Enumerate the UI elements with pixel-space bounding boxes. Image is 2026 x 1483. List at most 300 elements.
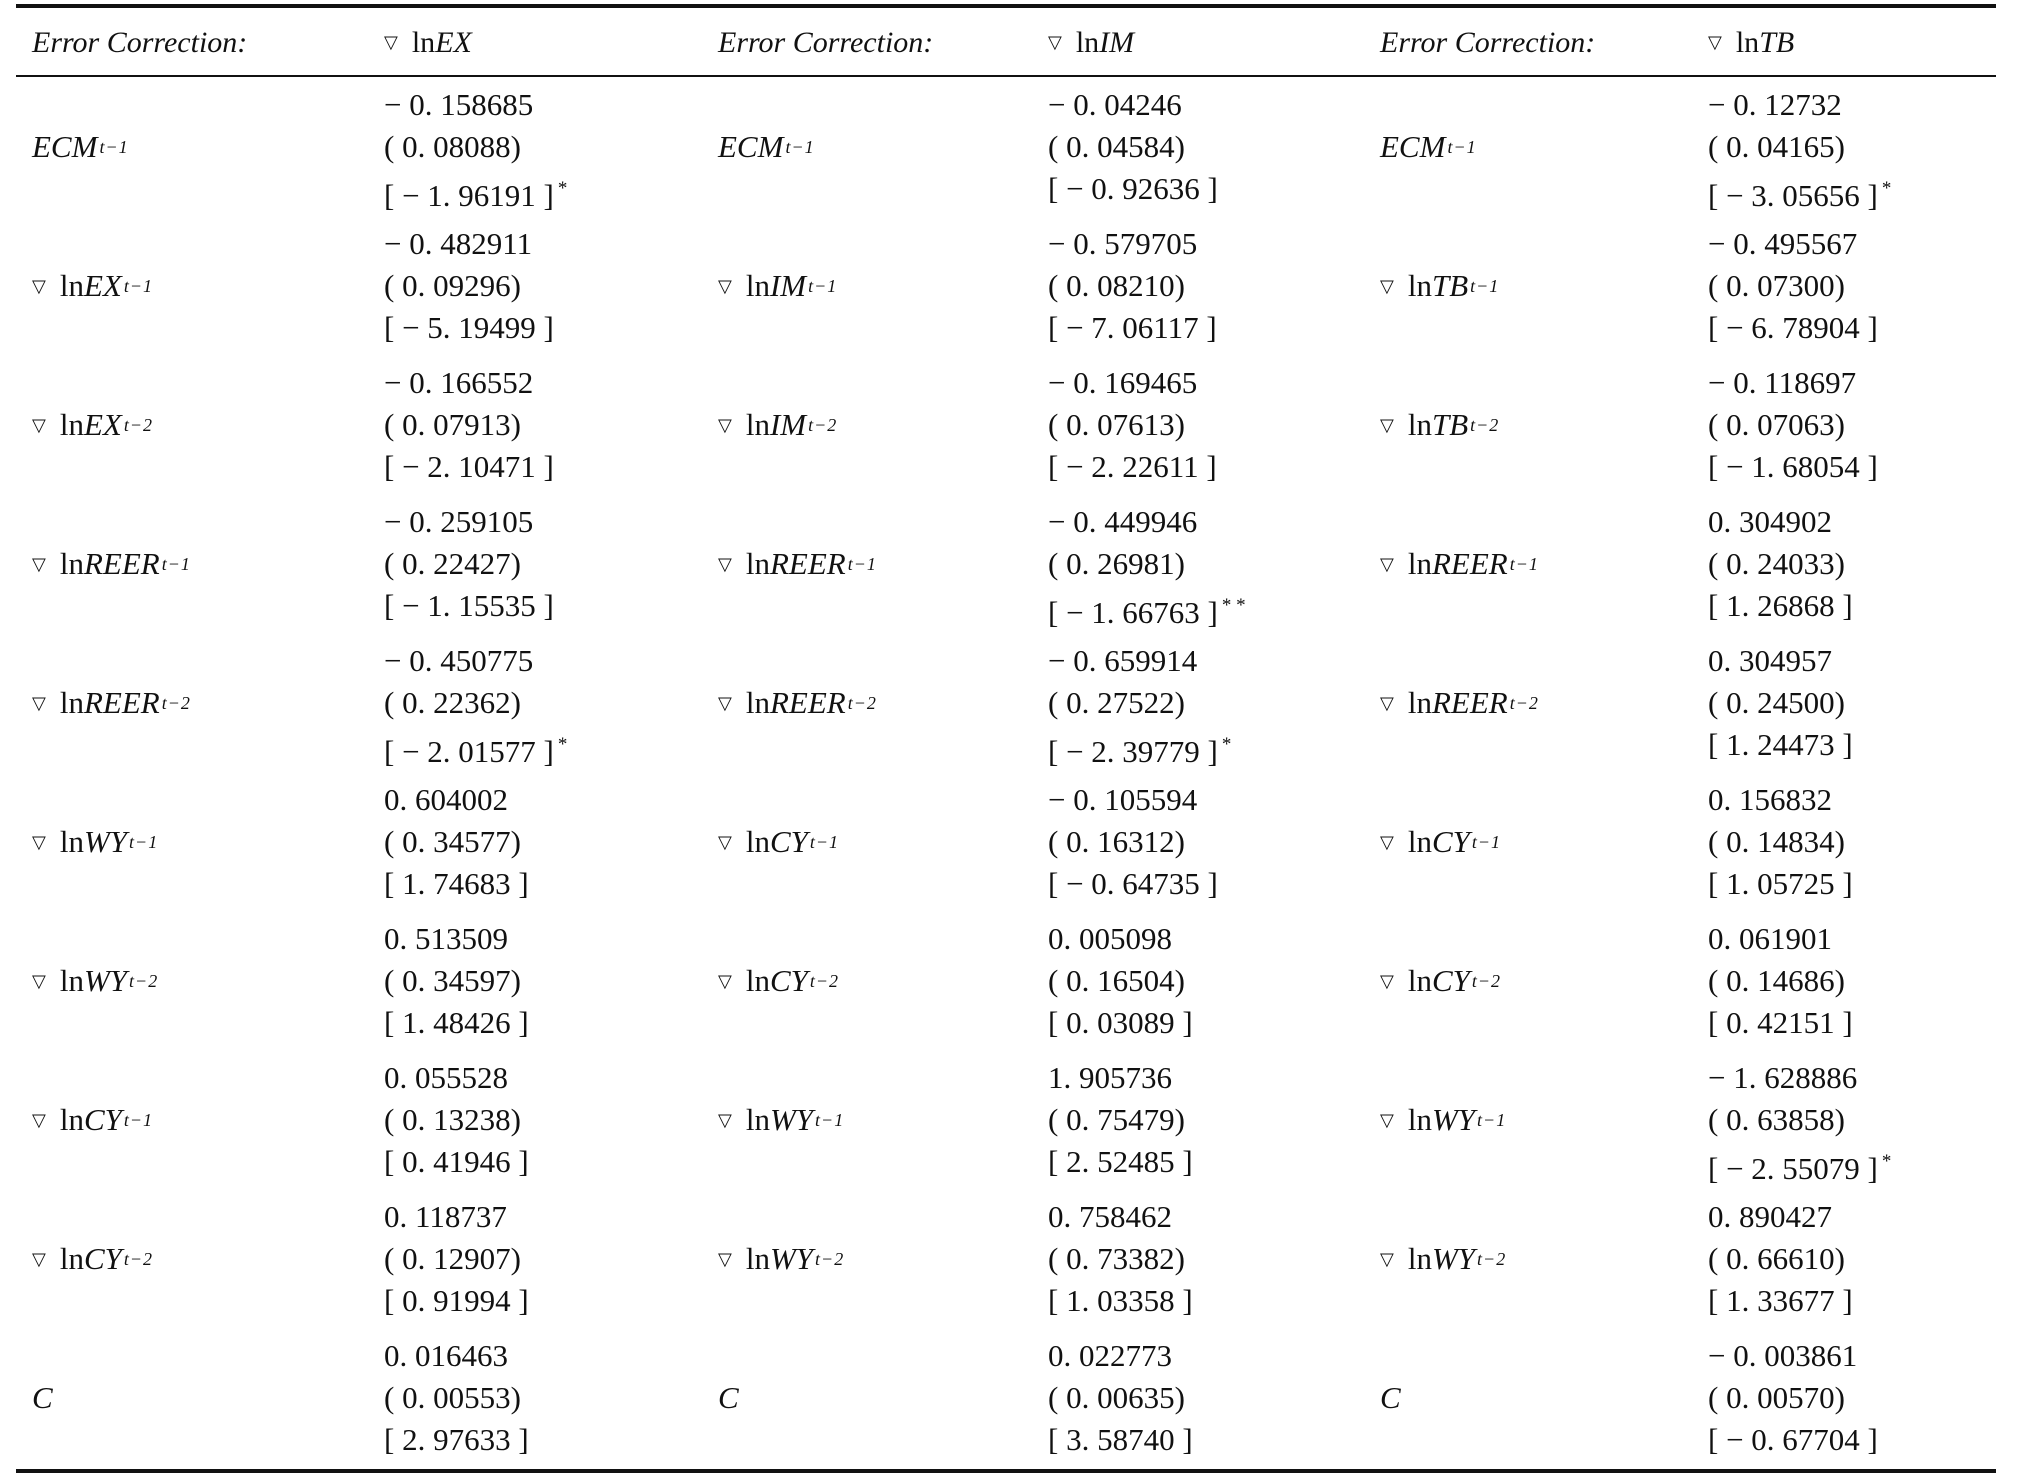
- standard-error: ( 0. 16312): [1048, 824, 1185, 859]
- t-value: [ − 2. 55079 ]: [1708, 1151, 1878, 1186]
- table-row: [16, 918, 1996, 1057]
- t-statistic: [384, 863, 529, 905]
- t-statistic: [1708, 1419, 1878, 1461]
- standard-error: ( 0. 07913): [384, 407, 521, 442]
- estimate-cell-right: [1708, 223, 1878, 349]
- variable-label-middle: [718, 1335, 739, 1461]
- header-right-dep-text: lnTB: [1735, 26, 1795, 59]
- t-statistic: [384, 1002, 529, 1044]
- standard-error: ( 0. 16504): [1048, 963, 1185, 998]
- delta-icon: ▽: [384, 32, 398, 53]
- estimate-cell-left: [384, 1057, 529, 1183]
- t-statistic: [1708, 863, 1853, 905]
- variable-name: WY: [769, 1102, 814, 1137]
- t-value: [ − 2. 22611 ]: [1048, 449, 1217, 484]
- variable-name: IM: [769, 268, 807, 303]
- table-row: [16, 362, 1996, 501]
- variable-log: ln: [745, 685, 770, 720]
- variable-label-left: [32, 223, 153, 349]
- table-header: [16, 18, 1996, 68]
- variable-lag: t−2: [161, 692, 191, 713]
- standard-error: ( 0. 24033): [1708, 546, 1845, 581]
- header-rule: [16, 75, 1996, 77]
- variable-label-right: [1380, 918, 1501, 1044]
- delta-icon: ▽: [1708, 32, 1722, 53]
- coefficient: 0. 156832: [1708, 782, 1832, 817]
- delta-icon: ▽: [32, 414, 46, 436]
- coefficient: − 0. 105594: [1048, 782, 1198, 817]
- variable-lag: t−2: [809, 970, 840, 991]
- coefficient: − 0. 003861: [1708, 1338, 1858, 1373]
- estimate-cell-right: [1708, 1057, 1892, 1186]
- standard-error: ( 0. 66610): [1708, 1241, 1845, 1276]
- t-value: [ 2. 52485 ]: [1048, 1144, 1193, 1179]
- variable-label-middle: [718, 501, 877, 627]
- t-value: [ − 6. 78904 ]: [1708, 310, 1878, 345]
- estimate-cell-middle: [1048, 1335, 1193, 1461]
- variable-log: ln: [59, 268, 84, 303]
- significance-marker: *: [1221, 734, 1232, 755]
- coefficient: − 0. 166552: [384, 365, 534, 400]
- variable-log: ln: [1407, 407, 1432, 442]
- delta-icon: ▽: [32, 553, 46, 575]
- variable-lag: t−1: [129, 831, 159, 852]
- variable-name: REER: [83, 546, 160, 581]
- standard-error: ( 0. 14834): [1708, 824, 1845, 859]
- t-statistic: [1708, 446, 1878, 488]
- significance-marker: *: [1881, 1151, 1892, 1172]
- standard-error: ( 0. 04165): [1708, 129, 1845, 164]
- t-statistic: [1708, 1141, 1892, 1186]
- variable-log: ln: [59, 685, 84, 720]
- table-row: [16, 501, 1996, 640]
- variable-name: WY: [1431, 1102, 1476, 1137]
- top-rule: [16, 4, 1996, 8]
- coefficient: − 0. 659914: [1048, 643, 1198, 678]
- standard-error: ( 0. 22362): [384, 685, 521, 720]
- t-statistic: [1048, 863, 1218, 905]
- variable-label-right: [1380, 362, 1499, 488]
- variable-log: ln: [1407, 1241, 1432, 1276]
- t-value: [ 3. 58740 ]: [1048, 1422, 1193, 1457]
- estimate-cell-left: [384, 501, 554, 627]
- t-value: [ 2. 97633 ]: [384, 1422, 529, 1457]
- table-row: [16, 1057, 1996, 1196]
- standard-error: ( 0. 08210): [1048, 268, 1185, 303]
- delta-icon: ▽: [718, 275, 732, 297]
- standard-error: ( 0. 27522): [1048, 685, 1185, 720]
- t-statistic: [1708, 1280, 1853, 1322]
- variable-label-left: [32, 918, 158, 1044]
- coefficient: 0. 304957: [1708, 643, 1832, 678]
- standard-error: ( 0. 26981): [1048, 546, 1185, 581]
- variable-name: ECM: [718, 129, 784, 164]
- variable-name: EX: [83, 268, 122, 303]
- variable-lag: t−1: [123, 1109, 154, 1130]
- t-value: [ 0. 91994 ]: [384, 1283, 529, 1318]
- t-value: [ − 0. 64735 ]: [1048, 866, 1218, 901]
- variable-label-right: [1380, 779, 1501, 905]
- coefficient: 0. 118737: [384, 1199, 507, 1234]
- coefficient: − 0. 259105: [384, 504, 534, 539]
- estimate-cell-left: [384, 362, 554, 488]
- variable-lag: t−1: [1470, 275, 1500, 296]
- t-statistic: [1048, 724, 1232, 769]
- variable-label-right: [1380, 1335, 1401, 1461]
- variable-name: WY: [1431, 1241, 1476, 1276]
- variable-log: ln: [1407, 546, 1432, 581]
- variable-label-left: [32, 1057, 153, 1183]
- t-value: [ 1. 74683 ]: [384, 866, 529, 901]
- estimate-cell-right: [1708, 779, 1853, 905]
- table-row: [16, 1335, 1996, 1474]
- variable-name: EX: [83, 407, 122, 442]
- t-value: [ − 0. 92636 ]: [1048, 171, 1218, 206]
- variable-log: ln: [1407, 1102, 1432, 1137]
- variable-label-right: [1380, 1196, 1506, 1322]
- variable-log: ln: [59, 1102, 84, 1137]
- variable-label-middle: [718, 223, 837, 349]
- variable-lag: t−2: [1477, 1248, 1507, 1269]
- variable-log: ln: [745, 546, 770, 581]
- bottom-rule: [16, 1469, 1996, 1473]
- variable-lag: t−1: [808, 275, 838, 296]
- variable-label-left: [32, 779, 158, 905]
- header-right-label: Error Correction:: [1380, 26, 1596, 59]
- variable-label-middle: [718, 1057, 844, 1183]
- estimate-cell-right: [1708, 501, 1853, 627]
- t-value: [ 1. 33677 ]: [1708, 1283, 1853, 1318]
- variable-log: ln: [59, 963, 84, 998]
- standard-error: ( 0. 00570): [1708, 1380, 1845, 1415]
- variable-lag: t−1: [161, 553, 191, 574]
- standard-error: ( 0. 12907): [384, 1241, 521, 1276]
- t-statistic: [384, 168, 568, 213]
- variable-lag: t−1: [1477, 1109, 1507, 1130]
- table-row: [16, 640, 1996, 779]
- variable-name: C: [32, 1380, 53, 1415]
- estimate-cell-left: [384, 1335, 529, 1461]
- t-statistic: [1708, 168, 1892, 213]
- t-statistic: [1708, 724, 1853, 766]
- variable-name: WY: [769, 1241, 814, 1276]
- delta-icon: ▽: [32, 1248, 46, 1270]
- variable-log: ln: [1407, 963, 1432, 998]
- variable-name: C: [1380, 1380, 1401, 1415]
- standard-error: ( 0. 34597): [384, 963, 521, 998]
- variable-log: ln: [745, 963, 770, 998]
- t-value: [ − 5. 19499 ]: [384, 310, 554, 345]
- variable-label-middle: [718, 84, 815, 210]
- variable-name: CY: [769, 824, 808, 859]
- coefficient: 0. 061901: [1708, 921, 1832, 956]
- standard-error: ( 0. 34577): [384, 824, 521, 859]
- t-statistic: [1048, 307, 1217, 349]
- t-value: [ 1. 48426 ]: [384, 1005, 529, 1040]
- coefficient: 1. 905736: [1048, 1060, 1172, 1095]
- header-middle-dep-text: lnIM: [1075, 26, 1135, 59]
- significance-marker: *: [557, 178, 568, 199]
- coefficient: 0. 758462: [1048, 1199, 1172, 1234]
- variable-label-right: [1380, 1057, 1506, 1183]
- standard-error: ( 0. 00635): [1048, 1380, 1185, 1415]
- estimate-cell-right: [1708, 362, 1878, 488]
- table-row: [16, 779, 1996, 918]
- coefficient: 0. 304902: [1708, 504, 1832, 539]
- variable-log: ln: [745, 1102, 770, 1137]
- variable-log: ln: [745, 407, 770, 442]
- variable-label-right: [1380, 640, 1539, 766]
- coefficient: − 0. 169465: [1048, 365, 1198, 400]
- coefficient: 0. 022773: [1048, 1338, 1172, 1373]
- standard-error: ( 0. 14686): [1708, 963, 1845, 998]
- coefficient: − 0. 482911: [384, 226, 533, 261]
- standard-error: ( 0. 08088): [384, 129, 521, 164]
- variable-label-left: [32, 84, 129, 210]
- t-value: [ 1. 05725 ]: [1708, 866, 1853, 901]
- header-left-label: Error Correction:: [32, 26, 248, 59]
- variable-label-middle: [718, 779, 839, 905]
- estimate-cell-right: [1708, 640, 1853, 766]
- significance-marker: *: [557, 734, 568, 755]
- coefficient: − 0. 04246: [1048, 87, 1182, 122]
- variable-name: REER: [83, 685, 160, 720]
- t-value: [ 1. 24473 ]: [1708, 727, 1853, 762]
- coefficient: 0. 005098: [1048, 921, 1172, 956]
- delta-icon: ▽: [1380, 831, 1394, 853]
- variable-lag: t−1: [99, 136, 129, 157]
- coefficient: − 0. 495567: [1708, 226, 1858, 261]
- estimate-cell-left: [384, 1196, 529, 1322]
- variable-lag: t−1: [123, 275, 153, 296]
- variable-lag: t−1: [815, 1109, 845, 1130]
- coefficient: 0. 055528: [384, 1060, 508, 1095]
- estimate-cell-right: [1708, 1196, 1853, 1322]
- delta-icon: ▽: [718, 553, 732, 575]
- delta-icon: ▽: [32, 831, 46, 853]
- variable-lag: t−2: [1471, 970, 1502, 991]
- standard-error: ( 0. 07613): [1048, 407, 1185, 442]
- t-value: [ − 1. 15535 ]: [384, 588, 554, 623]
- delta-icon: ▽: [1380, 414, 1394, 436]
- header-right-dependent: [1708, 18, 1794, 68]
- variable-lag: t−2: [123, 1248, 154, 1269]
- header-left-dependent: [384, 18, 472, 68]
- variable-label-right: [1380, 501, 1539, 627]
- t-value: [ − 2. 10471 ]: [384, 449, 554, 484]
- variable-lag: t−2: [123, 414, 153, 435]
- significance-marker: *: [1881, 178, 1892, 199]
- delta-icon: ▽: [1380, 553, 1394, 575]
- t-value: [ − 1. 96191 ]: [384, 178, 554, 213]
- delta-icon: ▽: [32, 970, 46, 992]
- coefficient: − 0. 450775: [384, 643, 534, 678]
- estimate-cell-middle: [1048, 362, 1217, 488]
- t-statistic: [1048, 446, 1217, 488]
- t-value: [ − 1. 68054 ]: [1708, 449, 1878, 484]
- estimate-cell-middle: [1048, 223, 1217, 349]
- variable-name: CY: [1431, 963, 1470, 998]
- standard-error: ( 0. 24500): [1708, 685, 1845, 720]
- standard-error: ( 0. 13238): [384, 1102, 521, 1137]
- t-statistic: [1708, 1002, 1853, 1044]
- variable-lag: t−2: [815, 1248, 845, 1269]
- variable-name: CY: [769, 963, 808, 998]
- estimate-cell-left: [384, 223, 554, 349]
- variable-log: ln: [745, 268, 770, 303]
- delta-icon: ▽: [32, 1109, 46, 1131]
- coefficient: 0. 016463: [384, 1338, 508, 1373]
- estimate-cell-middle: [1048, 918, 1193, 1044]
- delta-icon: ▽: [718, 831, 732, 853]
- table-body: [16, 84, 1996, 1474]
- t-statistic: [1048, 1419, 1193, 1461]
- coefficient: − 0. 579705: [1048, 226, 1198, 261]
- t-statistic: [1708, 307, 1878, 349]
- variable-name: IM: [769, 407, 807, 442]
- variable-lag: t−2: [808, 414, 838, 435]
- estimate-cell-middle: [1048, 1057, 1193, 1183]
- standard-error: ( 0. 07300): [1708, 268, 1845, 303]
- variable-name: WY: [83, 824, 128, 859]
- standard-error: ( 0. 07063): [1708, 407, 1845, 442]
- estimate-cell-left: [384, 918, 529, 1044]
- delta-icon: ▽: [1380, 275, 1394, 297]
- estimate-cell-middle: [1048, 640, 1232, 769]
- estimate-cell-middle: [1048, 84, 1218, 210]
- variable-log: ln: [745, 1241, 770, 1276]
- variable-name: ECM: [1380, 129, 1446, 164]
- t-value: [ − 3. 05656 ]: [1708, 178, 1878, 213]
- variable-label-left: [32, 362, 153, 488]
- t-value: [ − 2. 39779 ]: [1048, 734, 1218, 769]
- coefficient: − 0. 158685: [384, 87, 534, 122]
- variable-label-right: [1380, 223, 1499, 349]
- delta-icon: ▽: [718, 692, 732, 714]
- header-middle-label: Error Correction:: [718, 26, 934, 59]
- t-value: [ − 0. 67704 ]: [1708, 1422, 1878, 1457]
- standard-error: ( 0. 04584): [1048, 129, 1185, 164]
- estimate-cell-right: [1708, 84, 1892, 213]
- delta-icon: ▽: [1380, 970, 1394, 992]
- t-value: [ 1. 03358 ]: [1048, 1283, 1193, 1318]
- variable-label-left: [32, 1335, 53, 1461]
- variable-label-middle: [718, 1196, 844, 1322]
- variable-log: ln: [1407, 685, 1432, 720]
- variable-lag: t−2: [1509, 692, 1539, 713]
- coefficient: 0. 513509: [384, 921, 508, 956]
- t-statistic: [384, 1141, 529, 1183]
- standard-error: ( 0. 00553): [384, 1380, 521, 1415]
- standard-error: ( 0. 75479): [1048, 1102, 1185, 1137]
- t-statistic: [384, 585, 554, 627]
- t-statistic: [1048, 168, 1218, 210]
- coefficient: − 0. 118697: [1708, 365, 1857, 400]
- delta-icon: ▽: [718, 970, 732, 992]
- variable-lag: t−1: [1471, 831, 1502, 852]
- coefficient: − 0. 449946: [1048, 504, 1198, 539]
- table-row: [16, 84, 1996, 223]
- t-statistic: [1048, 585, 1246, 630]
- variable-log: ln: [59, 407, 84, 442]
- variable-label-right: [1380, 84, 1477, 210]
- variable-log: ln: [59, 546, 84, 581]
- t-statistic: [384, 724, 568, 769]
- delta-icon: ▽: [1380, 1109, 1394, 1131]
- t-statistic: [384, 446, 554, 488]
- table-row: [16, 223, 1996, 362]
- t-value: [ − 7. 06117 ]: [1048, 310, 1217, 345]
- delta-icon: ▽: [1380, 1248, 1394, 1270]
- delta-icon: ▽: [718, 1109, 732, 1131]
- variable-name: WY: [83, 963, 128, 998]
- estimate-cell-right: [1708, 918, 1853, 1044]
- estimate-cell-right: [1708, 1335, 1878, 1461]
- t-value: [ − 1. 66763 ]: [1048, 595, 1218, 630]
- variable-name: CY: [83, 1102, 122, 1137]
- delta-icon: ▽: [1048, 32, 1062, 53]
- estimate-cell-middle: [1048, 779, 1218, 905]
- variable-name: REER: [1431, 685, 1508, 720]
- standard-error: ( 0. 73382): [1048, 1241, 1185, 1276]
- variable-lag: t−1: [809, 831, 840, 852]
- variable-name: CY: [83, 1241, 122, 1276]
- coefficient: − 0. 12732: [1708, 87, 1842, 122]
- variable-lag: t−1: [1447, 136, 1477, 157]
- variable-lag: t−1: [1509, 553, 1539, 574]
- variable-lag: t−1: [847, 553, 877, 574]
- variable-name: CY: [1431, 824, 1470, 859]
- variable-log: ln: [1407, 268, 1432, 303]
- variable-label-left: [32, 640, 191, 766]
- variable-log: ln: [59, 824, 84, 859]
- standard-error: ( 0. 22427): [384, 546, 521, 581]
- regression-table: [16, 0, 1996, 1483]
- estimate-cell-middle: [1048, 1196, 1193, 1322]
- delta-icon: ▽: [718, 1248, 732, 1270]
- t-statistic: [1048, 1280, 1193, 1322]
- estimate-cell-left: [384, 640, 568, 769]
- variable-lag: t−1: [785, 136, 815, 157]
- header-middle-dependent: [1048, 18, 1134, 68]
- variable-name: REER: [769, 546, 846, 581]
- variable-name: TB: [1431, 268, 1469, 303]
- t-statistic: [384, 1280, 529, 1322]
- coefficient: − 1. 628886: [1708, 1060, 1858, 1095]
- delta-icon: ▽: [32, 275, 46, 297]
- t-statistic: [1048, 1002, 1193, 1044]
- t-value: [ 0. 42151 ]: [1708, 1005, 1853, 1040]
- significance-marker: * *: [1221, 595, 1246, 616]
- variable-name: ECM: [32, 129, 98, 164]
- delta-icon: ▽: [1380, 692, 1394, 714]
- variable-log: ln: [59, 1241, 84, 1276]
- table-row: [16, 1196, 1996, 1335]
- variable-label-middle: [718, 362, 837, 488]
- variable-name: REER: [769, 685, 846, 720]
- t-statistic: [1708, 585, 1853, 627]
- coefficient: 0. 890427: [1708, 1199, 1832, 1234]
- variable-log: ln: [1407, 824, 1432, 859]
- t-statistic: [384, 1419, 529, 1461]
- t-value: [ 0. 41946 ]: [384, 1144, 529, 1179]
- variable-lag: t−2: [1470, 414, 1500, 435]
- t-value: [ − 2. 01577 ]: [384, 734, 554, 769]
- variable-lag: t−2: [847, 692, 877, 713]
- header-left-dep-text: lnEX: [411, 26, 472, 59]
- variable-label-left: [32, 501, 191, 627]
- delta-icon: ▽: [32, 692, 46, 714]
